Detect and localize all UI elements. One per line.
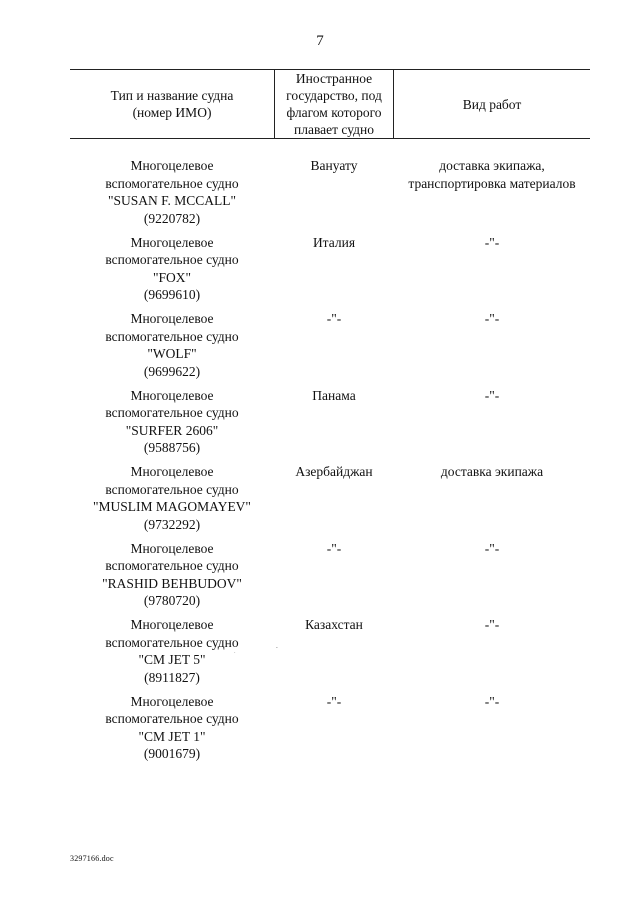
page-number: 7 (316, 33, 324, 49)
vessel-cell: Многоцелевое вспомогательное судно "WOLF" (9699622) (105, 311, 239, 379)
vessel-cell: Многоцелевое вспомогательное судно "CM JET 1" (9001679) (105, 693, 239, 761)
flag-cell: Италия (312, 234, 356, 250)
vessel-cell: Многоцелевое вспомогательное судно "CM JET 5" (8911827) (105, 617, 239, 685)
vessel-cell: Многоцелевое вспомогательное судно "SUSAN F. MCCALL" (9220782) (105, 158, 239, 226)
table-row (70, 157, 590, 234)
table-header-bottom-rule (70, 138, 590, 139)
table-row (70, 540, 590, 617)
vessel-cell: Многоцелевое вспомогательное судно "RASHID BEHBUDOV" (9780720) (102, 540, 242, 608)
table-row (70, 463, 590, 540)
table-body (70, 157, 590, 769)
table-row (70, 234, 590, 311)
table-row (70, 693, 590, 770)
work-cell: -"- (484, 234, 500, 250)
vessel-cell: Многоцелевое вспомогательное судно "SURFER 2606" (9588756) (105, 387, 239, 455)
flag-cell: -"- (326, 540, 342, 556)
flag-cell: Вануату (310, 158, 358, 173)
work-cell: доставка экипажа (440, 464, 544, 479)
header-flag-state: Иностранное государство, под флагом которого плавает судно (286, 71, 382, 137)
scan-artifact-mark: · (234, 651, 236, 656)
vessel-cell: Многоцелевое вспомогательное судно "FOX" (9699610) (105, 234, 239, 302)
flag-cell: Азербайджан (295, 464, 373, 479)
work-cell: -"- (484, 540, 500, 556)
flag-cell: -"- (326, 311, 342, 326)
scan-artifact-mark: - (276, 646, 278, 651)
header-vessel-type: Тип и название судна (номер ИМО) (110, 88, 234, 120)
flag-cell: Казахстан (305, 617, 363, 632)
table-row (70, 310, 590, 387)
work-cell: -"- (484, 693, 500, 709)
flag-cell: -"- (326, 693, 342, 709)
table-row (70, 616, 590, 693)
document-code: 3297166.doc (70, 854, 114, 863)
header-work-type: Вид работ (462, 96, 522, 112)
table-row (70, 387, 590, 464)
flag-cell: Панама (312, 387, 356, 403)
work-cell: -"- (484, 387, 500, 403)
work-cell: доставка экипажа, транспортировка материалов (408, 158, 576, 191)
vessel-cell: Многоцелевое вспомогательное судно "MUSLIM MAGOMAYEV" (9732292) (93, 464, 251, 532)
work-cell: -"- (484, 617, 500, 632)
work-cell: -"- (484, 311, 500, 326)
